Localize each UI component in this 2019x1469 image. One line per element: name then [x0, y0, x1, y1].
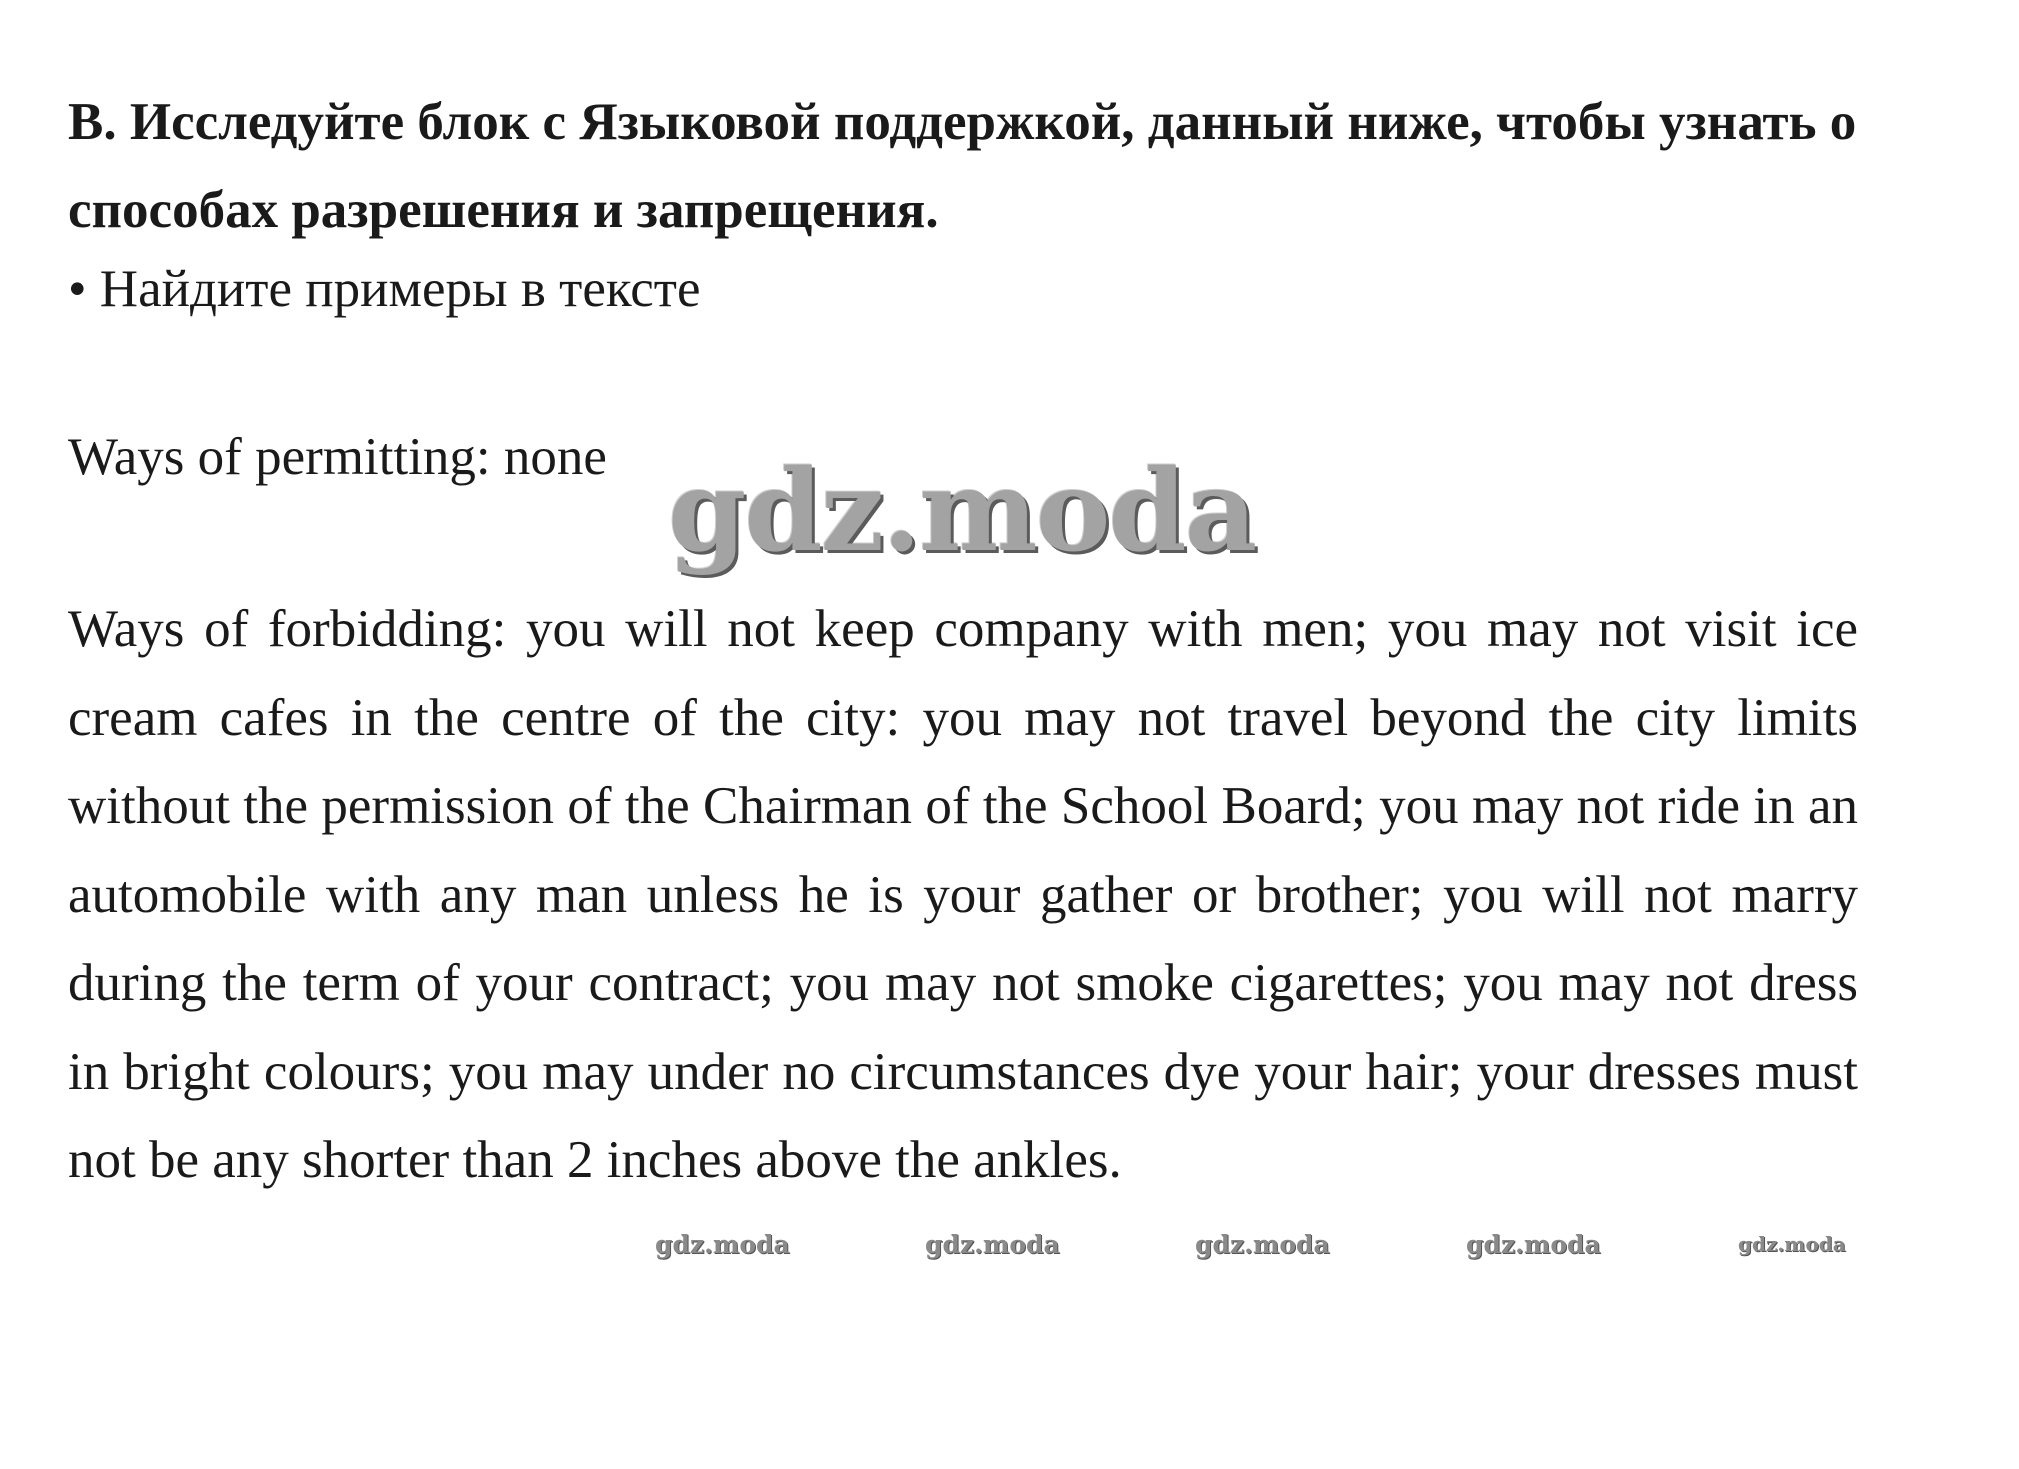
small-watermark: gdz.moda	[925, 1230, 1060, 1259]
ways-of-permitting: Ways of permitting: none	[68, 428, 607, 486]
small-watermark: gdz.moda	[1738, 1232, 1846, 1256]
exercise-heading: B. Исследуйте блок с Языковой поддержкой, данный ниже, чтобы узнать о способах разрешения и запрещения.	[68, 93, 1857, 239]
ways-of-forbidding: Ways of forbidding: you will not keep company with men; you may not visit ice cream cafes in the centre of the city: you may not travel beyond the city limits without the permission of the Chairman of the School Board; you may not ride in an automobile with any man unless he is your gather or brother; you will not marry during the term of your contract; you may not smoke cigarettes; you may not dress in bright colours; you may under no circumstances dye your hair; your dresses must not be any shorter than 2 inches above the ankles.	[68, 600, 1858, 1189]
small-watermark: gdz.moda	[655, 1230, 790, 1259]
small-watermark: gdz.moda	[1195, 1230, 1330, 1259]
small-watermark: gdz.moda	[1466, 1230, 1601, 1259]
watermark-logo: gdz.moda	[668, 446, 1256, 577]
task-instruction: • Найдите примеры в тексте	[68, 260, 701, 318]
